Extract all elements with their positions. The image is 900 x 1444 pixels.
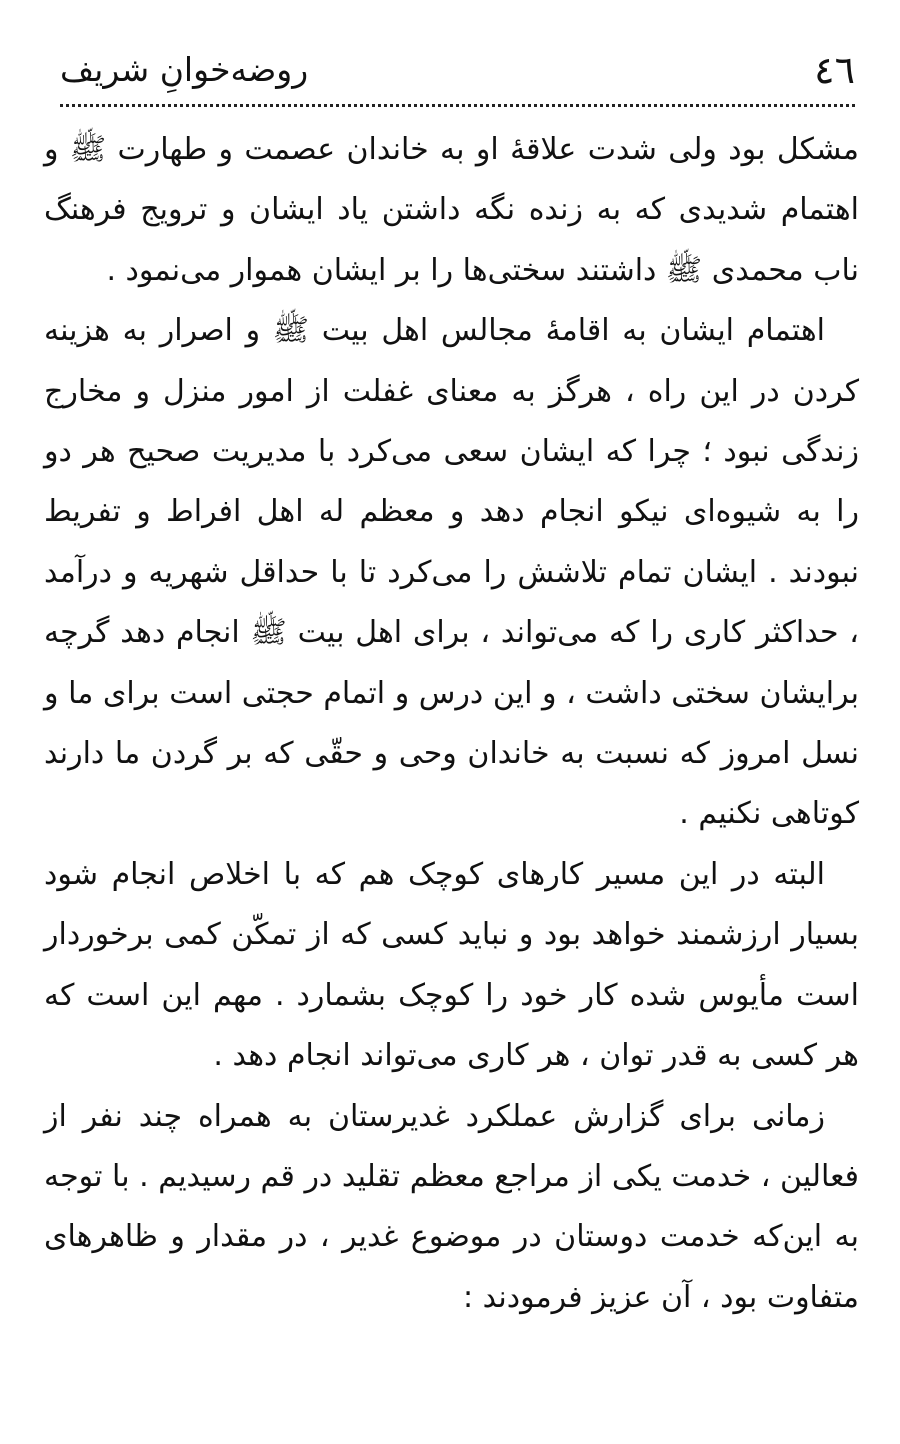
body-text xyxy=(44,120,859,1328)
page-header xyxy=(60,40,855,100)
paragraph-3: البته در این مسیر کارهای کوچک هم که با اخلاص انجام شود بسیار ارزشمند خواهد بود و نباید کسی که از تمکّن کمی برخوردار است مأیوس شده کار خود را کوچک بشمارد . مهم این است که هر کسی به قدر توان ، هر کاری می‌تواند انجام دهد . xyxy=(44,856,859,1074)
paragraph-1: مشکل بود ولی شدت علاقهٔ او به خاندان عصمت و طهارت ﷺ و اهتمام شدیدی که به زنده نگه داشتن یاد ایشان و ترویج فرهنگ ناب محمدی ﷺ داشتند سختی‌ها را بر ایشان هموار می‌نمود . xyxy=(44,132,859,288)
page-number: ٤٦ xyxy=(814,48,855,92)
paragraph-4: زمانی برای گزارش عملکرد غدیرستان به همراه چند نفر از فعالین ، خدمت یکی از مراجع معظم تقلید در قم رسیدیم . با توجه به این‌که خدمت دوستان در موضوع غدیر ، در مقدار و ظاهرهای متفاوت بود ، آن عزیز فرمودند : xyxy=(44,1098,859,1315)
header-dotted-rule xyxy=(60,104,855,107)
running-title: روضه‌خوانِ شریف xyxy=(60,50,309,89)
paragraph-2: اهتمام ایشان به اقامهٔ مجالس اهل بیت ﷺ و اصرار به هزینه کردن در این راه ، هرگز به معنای غفلت از امور منزل و مخارج زندگی نبود ؛ چرا که ایشان سعی می‌کرد با مدیریت صحیح هر دو را به شیوه‌ای نیکو انجام دهد و معظم له اهل افراط و تفریط نبودند . ایشان تمام تلاشش را می‌کرد تا با حداقل شهریه و درآمد ، حداکثر کاری را که می‌تواند ، برای اهل بیت ﷺ انجام دهد گرچه برایشان سختی داشت ، و این درس و اتمام حجتی است برای ما و نسل امروز که نسبت به خاندان وحی و حقّی که بر گردن ما دارند کوتاهی نکنیم . xyxy=(44,313,859,832)
